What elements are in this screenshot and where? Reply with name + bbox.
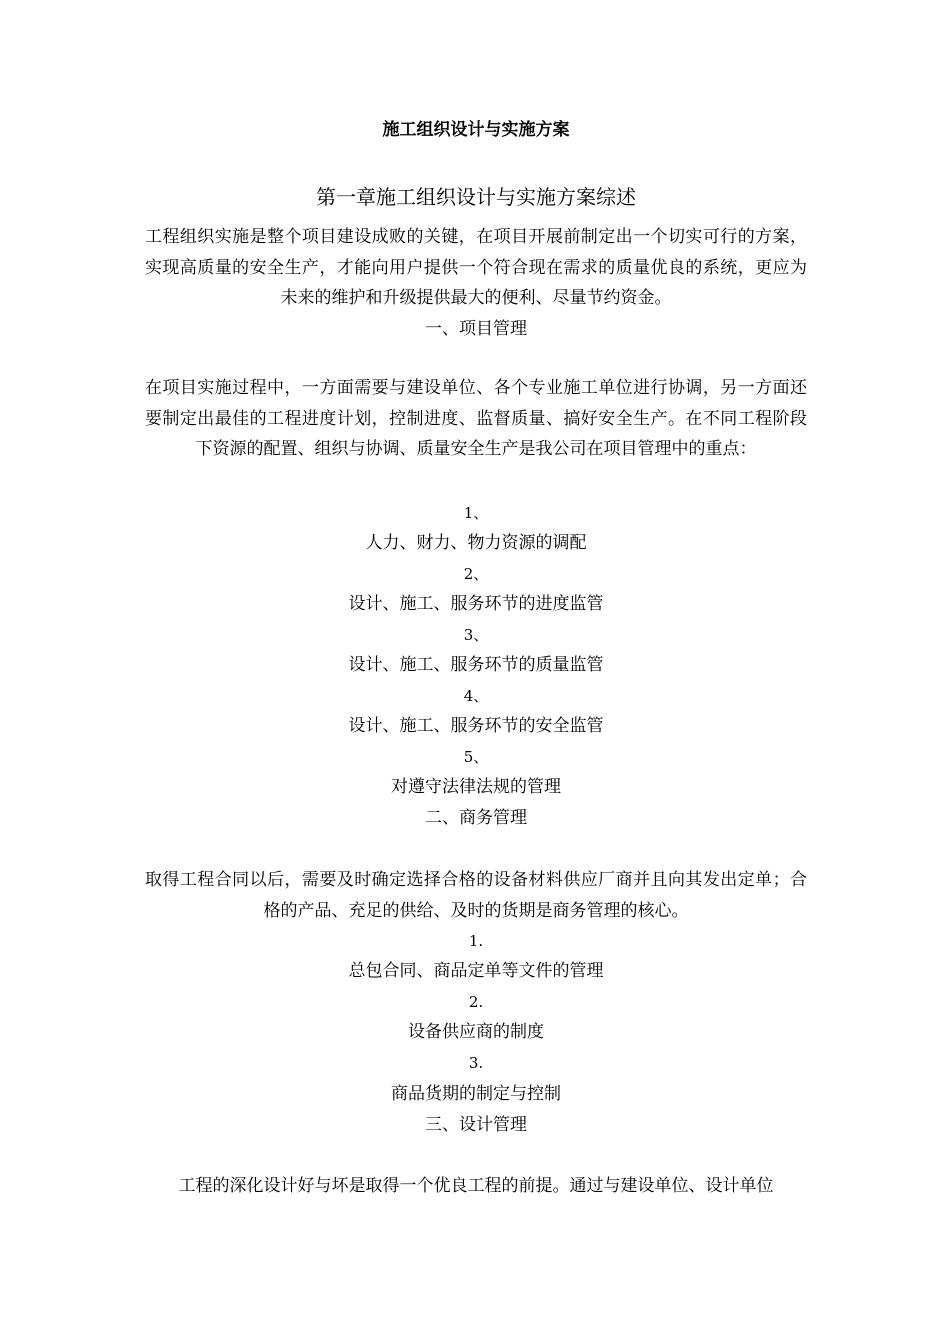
list-item-number: 3、 xyxy=(463,626,489,644)
section-paragraph-design-management: 工程的深化设计好与坏是取得一个优良工程的前提。通过与建设单位、设计单位 xyxy=(178,1176,774,1196)
list-item-text: 设备供应商的制度 xyxy=(408,1022,544,1042)
list-item-number: 2、 xyxy=(463,565,489,583)
section-paragraph-project-management: 在项目实施过程中，一方面需要与建设单位、各个专业施工单位进行协调，另一方面还要制定出最佳的工程进度计划，控制进度、监督质量、搞好安全生产。在不同工程阶段下资源的配置、组织与协调、质量安全生产是我公司在项目管理中的重点： xyxy=(145,378,807,460)
section-heading-design-management: 三、设计管理 xyxy=(425,1115,527,1135)
list-item-number: 4、 xyxy=(463,687,489,705)
section-heading-project-management: 一、项目管理 xyxy=(425,319,527,339)
list-item-text: 设计、施工、服务环节的质量监管 xyxy=(348,655,604,675)
section-paragraph-business-management: 取得工程合同以后，需要及时确定选择合格的设备材料供应厂商并且向其发出定单；合格的产品、充足的供给、及时的货期是商务管理的核心。 xyxy=(145,870,807,921)
list-item-text: 总包合同、商品定单等文件的管理 xyxy=(348,961,604,981)
list-item-text: 商品货期的制定与控制 xyxy=(391,1084,561,1104)
list-item-text: 设计、施工、服务环节的进度监管 xyxy=(348,594,604,614)
list-item-number: 1. xyxy=(468,932,484,950)
list-item-number: 1、 xyxy=(463,504,489,522)
document-title: 施工组织设计与实施方案 xyxy=(382,120,570,140)
intro-paragraph: 工程组织实施是整个项目建设成败的关键，在项目开展前制定出一个切实可行的方案，实现高质量的安全生产，才能向用户提供一个符合现在需求的质量优良的系统，更应为未来的维护和升级提供最大的便利、尽量节约资金。 xyxy=(145,227,807,309)
list-item-text: 对遵守法律法规的管理 xyxy=(391,777,561,797)
list-item-number: 3. xyxy=(468,1054,484,1072)
list-item-text: 人力、财力、物力资源的调配 xyxy=(365,533,587,553)
list-item-text: 设计、施工、服务环节的安全监管 xyxy=(348,716,604,736)
list-item-number: 2. xyxy=(468,993,484,1011)
section-heading-business-management: 二、商务管理 xyxy=(425,808,527,828)
list-item-number: 5、 xyxy=(463,748,489,766)
chapter-title: 第一章施工组织设计与实施方案综述 xyxy=(316,185,636,209)
